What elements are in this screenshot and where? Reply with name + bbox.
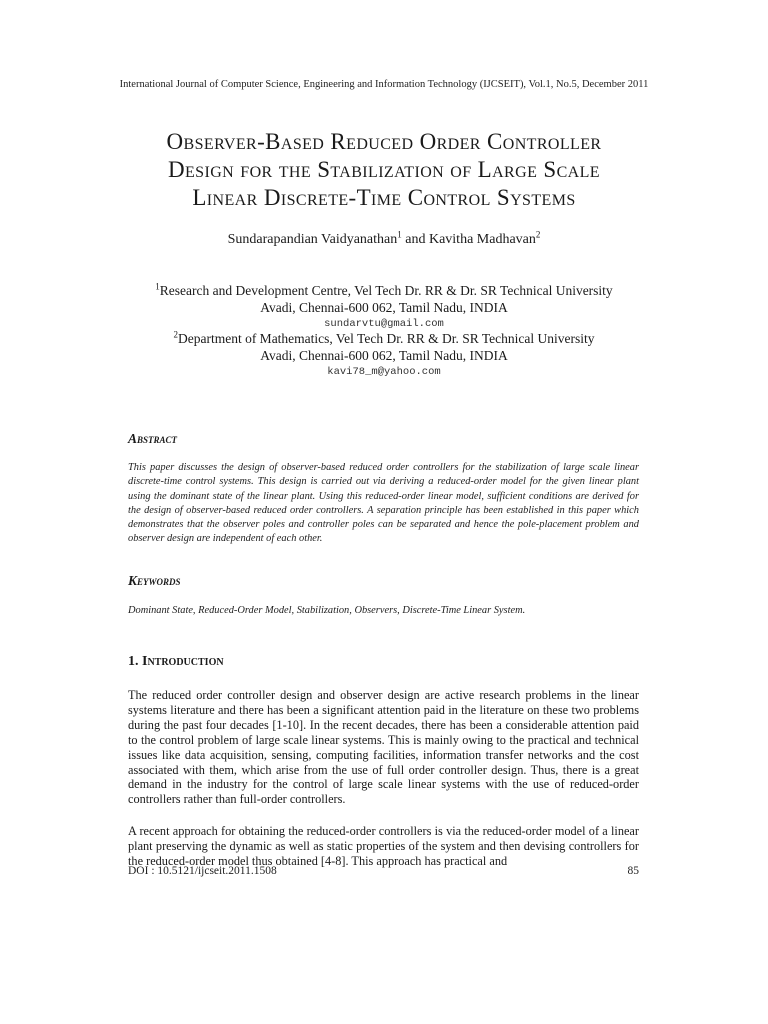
affiliation-address: Avadi, Chennai-600 062, Tamil Nadu, INDIA: [260, 348, 508, 363]
affiliation-address: Avadi, Chennai-600 062, Tamil Nadu, INDIA: [260, 300, 508, 315]
author-affiliation-mark: 2: [535, 229, 541, 240]
introduction-heading: 1. Introduction: [128, 654, 224, 669]
page-number: 85: [627, 865, 639, 877]
affiliation-1: [0, 282, 768, 333]
affiliation-institution: Research and Development Centre, Vel Tech Dr. RR & Dr. SR Technical University: [159, 283, 613, 298]
affiliation-institution: Department of Mathematics, Vel Tech Dr. RR & Dr. SR Technical University: [177, 331, 595, 346]
title-line-1: Observer-Based Reduced Order Controller: [166, 129, 602, 154]
affiliation-email[interactable]: sundarvtu@gmail.com: [324, 318, 444, 330]
keywords-text: Dominant State, Reduced-Order Model, Stabilization, Observers, Discrete-Time Linear System.: [128, 605, 526, 616]
author-list: [0, 229, 768, 248]
introduction-paragraph-1: The reduced order controller design and observer design are active research problems in the linear systems literature and there has been a significant attention paid in the literature on these two problems during the past four decades [1-10]. In the recent decades, there has been a considerable attention paid to the control problem of large scale linear systems. This is mainly owing to the practical and technical issues like data acquisition, sensing, computing facilities, information transfer networks and the cost associated with them, which arise from the use of full order controller design. Thus, there is a great demand in the industry for the control of large scale linear systems with the use of reduced-order controllers rather than full-order controllers.: [128, 688, 639, 807]
author-affiliation-mark: 1: [397, 229, 402, 240]
author-connector: and: [401, 232, 429, 247]
introduction-paragraph-2: A recent approach for obtaining the reduced-order controllers is via the reduced-order model of a linear plant preserving the dynamic as well as static properties of the system and then devising controllers for the reduced-order model thus obtained [4-8]. This approach has practical and: [128, 824, 639, 868]
paper-title: [60, 128, 708, 212]
title-line-3: Linear Discrete-Time Control Systems: [192, 185, 576, 210]
author-name: Kavitha Madhavan: [428, 232, 536, 247]
author-name: Sundarapandian Vaidyanathan: [227, 232, 398, 247]
affiliation-2: [0, 330, 768, 381]
doi-text: DOI : 10.5121/ijcseit.2011.1508: [128, 865, 277, 877]
affiliation-email[interactable]: kavi78_m@yahoo.com: [327, 366, 441, 378]
keywords-heading: Keywords: [128, 573, 181, 588]
page-footer: [128, 865, 639, 877]
journal-header: International Journal of Computer Science, Engineering and Information Technology (IJCSEIT), Vol.1, No.5, December 2011: [119, 79, 649, 90]
affiliation-mark: 1: [155, 281, 160, 292]
affiliation-mark: 2: [173, 329, 178, 340]
abstract-text: This paper discusses the design of observer-based reduced order controllers for the stabilization of large scale linear discrete-time control systems. This design is carried out via deriving a reduced-order model for the given linear plant using the dominant state of the linear plant. Using this reduced-order linear model, sufficient conditions are derived for the design of observer-based reduced order controllers. A separation principle has been established in this paper which demonstrates that the observer poles and controller poles can be separated and hence the pole-placement problem and observer design are independent of each other.: [128, 462, 639, 545]
title-line-2: Design for the Stabilization of Large Scale: [168, 157, 600, 182]
abstract-heading: Abstract: [128, 431, 178, 446]
